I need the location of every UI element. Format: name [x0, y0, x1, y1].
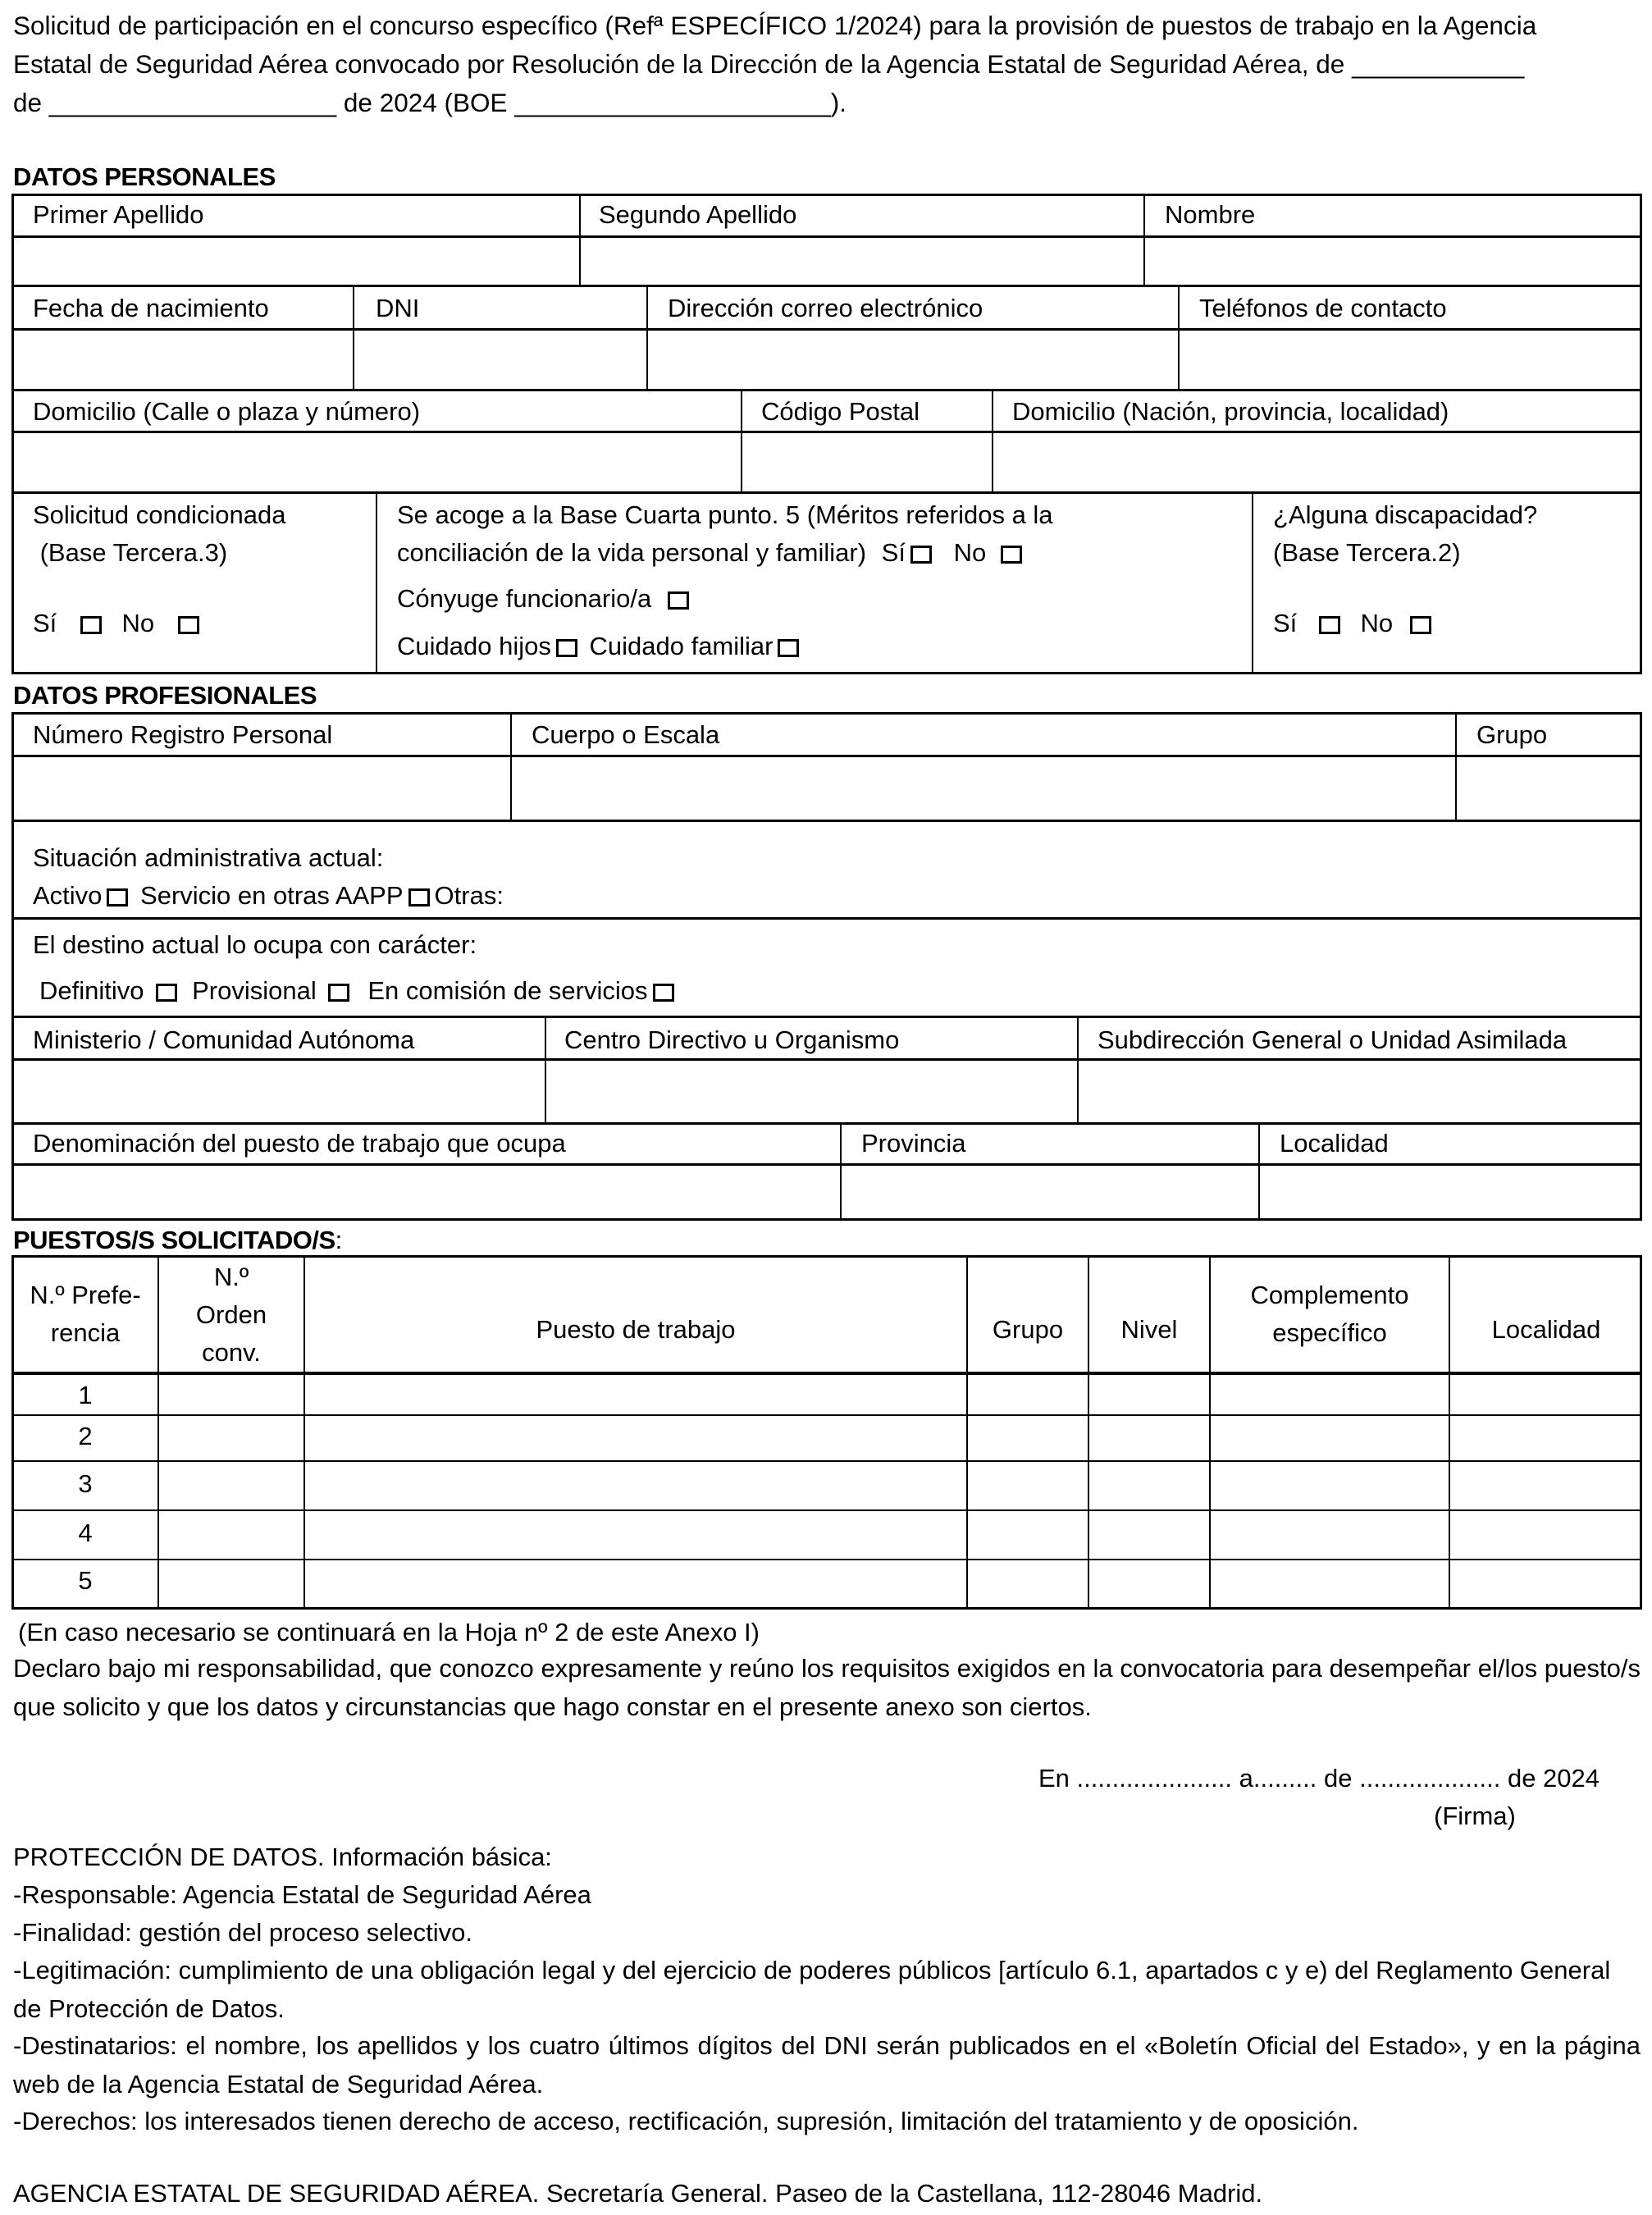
base-cuarta-si-checkbox[interactable] — [910, 546, 932, 564]
data-protection-legitimacion: -Legitimación: cumplimiento de una obligación legal y del ejercicio de poderes públicos [artículo 6.1, apartados c y e) del Reglamento General de Protección de Datos. — [13, 1956, 1611, 2023]
condicionada-options — [33, 607, 204, 640]
discapacidad-no-label: No — [1360, 609, 1394, 637]
destino-options — [39, 975, 679, 1007]
table-row: 5 — [78, 1566, 93, 1595]
label-solicitud-condicionada: Solicitud condicionada — [33, 500, 286, 529]
data-protection-title: PROTECCIÓN DE DATOS. Información básica: — [13, 1843, 552, 1871]
label-segundo-apellido: Segundo Apellido — [599, 200, 797, 229]
declaration-paragraph: Declaro bajo mi responsabilidad, que conozco expresamente y reúno los requisitos exigidos en la convocatoria para desempeñar el/los puesto/s que solicito y que los datos y circunstancias que hago constar en el presente anexo son ciertos. — [13, 1654, 1641, 1721]
conyuge-option — [397, 582, 694, 615]
label-base-tercera-3: (Base Tercera.3) — [33, 538, 228, 567]
definitivo-label: Definitivo — [39, 976, 144, 1005]
base-cuarta-no-label: No — [953, 538, 987, 567]
label-ministerio: Ministerio / Comunidad Autónoma — [33, 1025, 415, 1054]
comision-label: En comisión de servicios — [367, 976, 648, 1005]
input-correo[interactable] — [648, 331, 1178, 389]
input-segundo-apellido[interactable] — [581, 238, 1143, 285]
table-row: 2 — [78, 1422, 93, 1450]
cuidado-familiar-label: Cuidado familiar — [589, 632, 774, 660]
label-nombre: Nombre — [1165, 200, 1256, 229]
otras-aapp-label: Servicio en otras AAPP — [140, 881, 404, 910]
input-codigo-postal[interactable] — [742, 433, 992, 491]
table-row: 4 — [78, 1519, 93, 1547]
label-grupo: Grupo — [1476, 720, 1548, 749]
input-nombre[interactable] — [1145, 238, 1641, 285]
activo-label: Activo — [33, 881, 103, 910]
header-n-orden: N.º Orden conv. — [195, 1263, 267, 1367]
label-base-cuarta: Se acoge a la Base Cuarta punto. 5 (Méritos referidos a la — [397, 500, 1053, 529]
header-puesto-trabajo: Puesto de trabajo — [536, 1315, 736, 1344]
data-protection-destinatarios: -Destinatarios: el nombre, los apellidos y los cuatro últimos dígitos del DNI serán publicados en el «Boletín Oficial del Estado», y en la página web de la Agencia Estatal de Seguridad Aérea. — [13, 2031, 1641, 2099]
condicionada-no-checkbox[interactable] — [178, 616, 199, 634]
table-row: 3 — [78, 1469, 93, 1498]
condicionada-si-label: Sí — [33, 609, 57, 637]
condicionada-no-label: No — [121, 609, 155, 637]
header-localidad: Localidad — [1491, 1315, 1601, 1344]
header-nivel: Nivel — [1120, 1315, 1178, 1344]
signature-label: (Firma) — [1434, 1802, 1516, 1830]
header-grupo: Grupo — [992, 1315, 1064, 1344]
provisional-label: Provisional — [192, 976, 317, 1005]
label-dni: DNI — [376, 294, 420, 322]
label-denominacion-puesto: Denominación del puesto de trabajo que ocupa — [33, 1129, 566, 1158]
base-cuarta-line-2: conciliación de la vida personal y familiar) Sí No — [397, 537, 1027, 569]
label-codigo-postal: Código Postal — [761, 397, 920, 426]
base-cuarta-no-checkbox[interactable] — [1001, 546, 1022, 564]
input-dni[interactable] — [354, 331, 646, 389]
cuidado-hijos-checkbox[interactable] — [556, 639, 577, 657]
label-destino-actual: El destino actual lo ocupa con carácter: — [33, 930, 477, 959]
data-protection-responsable: -Responsable: Agencia Estatal de Seguridad Aérea — [13, 1880, 591, 1909]
cuidado-familiar-checkbox[interactable] — [778, 639, 799, 657]
input-cuerpo-escala[interactable] — [512, 757, 1455, 820]
input-grupo[interactable] — [1457, 757, 1641, 820]
label-telefonos: Teléfonos de contacto — [1199, 294, 1447, 322]
section-title-puestos: PUESTOS/S SOLICITADO/S: — [13, 1226, 343, 1254]
otras-aapp-checkbox[interactable] — [408, 888, 430, 907]
data-protection-derechos: -Derechos: los interesados tienen derecho de acceso, rectificación, supresión, limitación del tratamiento y de oposición. — [13, 2107, 1359, 2135]
base-cuarta-si-label: Sí — [881, 538, 906, 567]
input-fecha-nacimiento[interactable] — [13, 331, 353, 389]
input-primer-apellido[interactable] — [13, 238, 579, 285]
continuation-note: (En caso necesario se continuará en la Hoja nº 2 de este Anexo I) — [18, 1618, 760, 1646]
input-telefonos[interactable] — [1180, 331, 1641, 389]
footer-address: AGENCIA ESTATAL DE SEGURIDAD AÉREA. Secretaría General. Paseo de la Castellana, 112-28046 Madrid. — [13, 2179, 1263, 2208]
label-situacion-administrativa: Situación administrativa actual: — [33, 843, 384, 872]
input-localidad[interactable] — [1260, 1166, 1641, 1219]
label-registro-personal: Número Registro Personal — [33, 720, 333, 749]
label-provincia: Provincia — [861, 1129, 966, 1158]
label-primer-apellido: Primer Apellido — [33, 200, 204, 229]
input-denominacion-puesto[interactable] — [13, 1166, 840, 1219]
cuidado-hijos-label: Cuidado hijos — [397, 632, 551, 660]
label-subdireccion: Subdirección General o Unidad Asimilada — [1098, 1025, 1568, 1054]
header-complemento-especifico: Complemento específico — [1250, 1281, 1409, 1347]
otras-label: Otras: — [434, 881, 504, 910]
intro-paragraph — [13, 7, 1645, 122]
discapacidad-no-checkbox[interactable] — [1410, 616, 1431, 634]
definitivo-checkbox[interactable] — [156, 984, 177, 1002]
label-base-tercera-2: (Base Tercera.2) — [1273, 538, 1461, 567]
data-protection-finalidad: -Finalidad: gestión del proceso selectivo. — [13, 1918, 473, 1947]
label-domicilio-calle: Domicilio (Calle o plaza y número) — [33, 397, 421, 426]
input-ministerio[interactable] — [13, 1061, 545, 1122]
input-domicilio-nacion[interactable] — [993, 433, 1641, 491]
label-fecha-nacimiento: Fecha de nacimiento — [33, 294, 269, 322]
label-correo: Dirección correo electrónico — [668, 294, 983, 322]
label-cuerpo-escala: Cuerpo o Escala — [532, 720, 720, 749]
cuidado-options — [397, 630, 804, 663]
header-n-preferencia: N.º Prefe- rencia — [30, 1281, 141, 1347]
label-localidad: Localidad — [1280, 1129, 1389, 1158]
intro-line-1: Solicitud de participación en el concurso específico (Refª ESPECÍFICO 1/2024) para la provisión de puestos de trabajo en la Agencia — [13, 11, 1537, 40]
input-provincia[interactable] — [842, 1166, 1258, 1219]
section-title-datos-personales: DATOS PERSONALES — [13, 162, 276, 191]
input-registro-personal[interactable] — [13, 757, 510, 820]
activo-checkbox[interactable] — [107, 888, 128, 907]
intro-line-2: Estatal de Seguridad Aérea convocado por Resolución de la Dirección de la Agencia Estatal de Seguridad Aérea, de ____________ — [13, 49, 1525, 79]
input-domicilio-calle[interactable] — [13, 433, 741, 491]
comision-checkbox[interactable] — [653, 984, 674, 1002]
discapacidad-si-checkbox[interactable] — [1319, 616, 1340, 634]
place-date-line: En ...................... a......... de .................... de 2024 — [1038, 1764, 1600, 1793]
situacion-options — [33, 879, 504, 912]
provisional-checkbox[interactable] — [328, 984, 349, 1002]
label-discapacidad: ¿Alguna discapacidad? — [1273, 500, 1538, 529]
label-centro-directivo: Centro Directivo u Organismo — [564, 1025, 900, 1054]
conyuge-checkbox[interactable] — [668, 591, 689, 610]
conyuge-label: Cónyuge funcionario/a — [397, 584, 652, 613]
intro-line-3: de ____________________ de 2024 (BOE ______________________). — [13, 88, 847, 117]
condicionada-si-checkbox[interactable] — [80, 616, 102, 634]
input-centro-directivo[interactable] — [546, 1061, 1077, 1122]
discapacidad-si-label: Sí — [1273, 609, 1298, 637]
label-domicilio-nacion: Domicilio (Nación, provincia, localidad) — [1012, 397, 1449, 426]
section-title-datos-profesionales: DATOS PROFESIONALES — [13, 681, 317, 710]
input-subdireccion[interactable] — [1079, 1061, 1641, 1122]
table-row: 1 — [78, 1381, 93, 1409]
discapacidad-options — [1273, 607, 1436, 640]
